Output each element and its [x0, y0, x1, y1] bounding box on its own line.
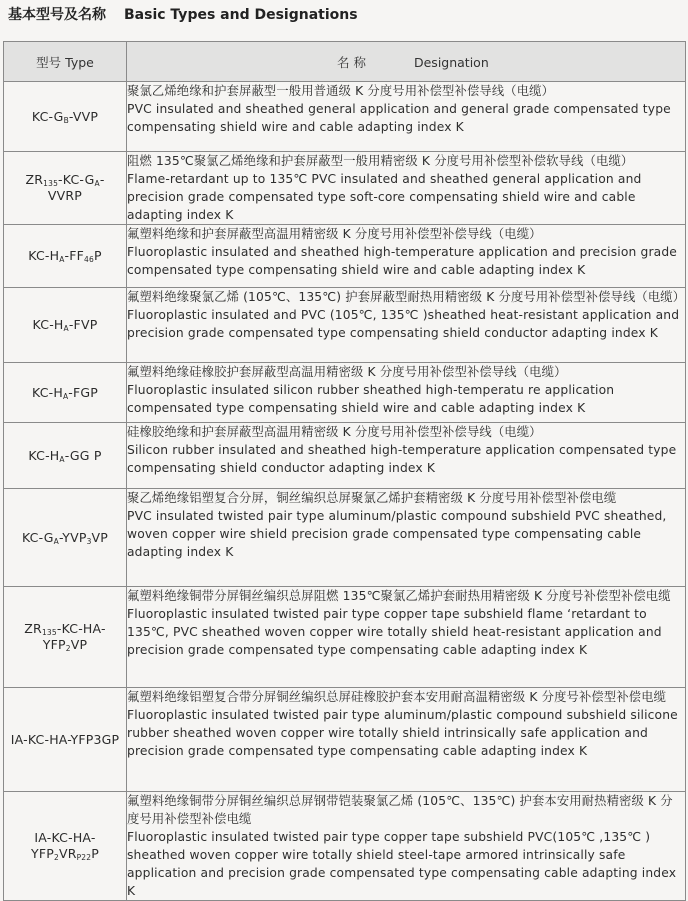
designation-english: Fluoroplastic insulated silicon rubber sheathed high-temperatu re application compensated type compensating shield wire and cable adapting index K: [127, 383, 615, 415]
column-header-type: 型号 Type: [4, 42, 127, 82]
designation-chinese: 氟塑料绝缘和护套屏蔽型高温用精密级 K 分度号用补偿型补偿导线（电缆）: [127, 227, 542, 241]
table-row: [4, 489, 686, 587]
designation-chinese: 阻燃 135℃聚氯乙烯绝缘和护套屏蔽型一般用精密级 K 分度号用补偿型补偿软导线（电缆）: [127, 154, 634, 168]
designation-chinese: 氟塑料绝缘聚氯乙烯 (105℃、135℃) 护套屏蔽型耐热用精密级 K 分度号用补偿型补偿导线（电缆）: [127, 290, 686, 304]
designation-chinese: 氟塑料绝缘铝塑复合带分屏铜丝编织总屏硅橡胶护套本安用耐高温精密级 K 分度号补偿型补偿电缆: [127, 690, 667, 704]
model-subscript: 135: [43, 179, 59, 188]
column-header-designation: [127, 42, 686, 82]
model-subscript: 46: [84, 255, 94, 264]
model-subscript: B: [63, 115, 69, 125]
designation-cell: [127, 489, 686, 587]
column-header-name-cn: 名 称: [337, 54, 366, 70]
model-code: IA-KC-HA-YFP3GP: [4, 688, 127, 792]
table-row: [4, 587, 686, 688]
table-row: [4, 792, 686, 901]
designation-cell: [127, 363, 686, 423]
designation-english: PVC insulated twisted pair type aluminum/plastic compound subshield PVC sheathed, woven copper wire shield precision grade compensated type compensating cable adapting index K: [127, 509, 667, 559]
table-row: [4, 423, 686, 489]
model-subscript: A: [94, 179, 100, 188]
table-row: [4, 225, 686, 288]
table-row: [4, 288, 686, 363]
model-subscript: A: [53, 536, 59, 546]
page-heading: [8, 4, 358, 26]
designation-chinese: 氟塑料绝缘铜带分屏铜丝编织总屏钢带铠装聚氯乙烯 (105℃、135℃) 护套本安用耐热精密级 K 分度号用补偿型补偿电缆: [127, 794, 673, 826]
designation-cell: [127, 587, 686, 688]
designation-cell: [127, 152, 686, 225]
model-code: $KC-G_B$-VVP: [4, 82, 127, 152]
model-subscript: 135: [41, 628, 57, 637]
table-header-row: [4, 42, 686, 82]
model-subscript: 3: [86, 536, 92, 546]
designation-english: Silicon rubber insulated and sheathed high-temperature application compensated type compensating shield conductor adapting index K: [127, 443, 677, 475]
heading-english: Basic Types and Designations: [124, 7, 358, 23]
designation-cell: [127, 82, 686, 152]
model-subscript: P22: [76, 853, 92, 862]
table-row: [4, 363, 686, 423]
model-code: $ZR_{135}-KC-G_A-$ VVRP: [4, 152, 127, 225]
designation-english: Flame-retardant up to 135℃ PVC insulated and sheathed general application and precision grade compensated type soft-core compensating shield wire and cable adapting index K: [127, 172, 642, 222]
designation-chinese: 硅橡胶绝缘和护套屏蔽型高温用精密级 K 分度号用补偿型补偿导线（电缆）: [127, 425, 542, 439]
model-code: $KC-H_A$-FVP: [4, 288, 127, 363]
designation-chinese: 氟塑料绝缘铜带分屏铜丝编织总屏阻燃 135℃聚氯乙烯护套耐热用精密级 K 分度号补偿型补偿电缆: [127, 589, 671, 603]
table-row: [4, 688, 686, 792]
model-subscript: 2: [65, 644, 71, 653]
model-code: $KC-H_A$-FGP: [4, 363, 127, 423]
model-subscript: A: [59, 454, 65, 464]
designation-english: Fluoroplastic insulated and PVC (105℃, 135℃ )sheathed heat-resistant application and precision grade compensated type compensating shield conductor adapting index K: [127, 308, 680, 340]
model-subscript: A: [62, 391, 69, 401]
designation-chinese: 氟塑料绝缘硅橡胶护套屏蔽型高温用精密级 K 分度号用补偿型补偿导线（电缆）: [127, 365, 567, 379]
model-code: $ZR_{135}-KC-HA-$ $YFP_2VP$: [4, 587, 127, 688]
model-code: $KC-H_A-FF_{46}P$: [4, 225, 127, 288]
types-table: [3, 41, 686, 901]
designation-cell: [127, 792, 686, 901]
designation-cell: [127, 225, 686, 288]
designation-cell: [127, 288, 686, 363]
table-row: [4, 82, 686, 152]
designation-cell: [127, 423, 686, 489]
designation-english: Fluoroplastic insulated twisted pair type copper tape subshield flame ‘retardant to 135℃, PVC sheathed woven copper wire totally shield heat-resistant application and precision grade compensated type compensating cable adapting index K: [127, 607, 662, 657]
model-subscript: 2: [53, 853, 59, 862]
heading-chinese: 基本型号及名称: [8, 7, 106, 23]
designation-cell: [127, 688, 686, 792]
designation-english: Fluoroplastic insulated and sheathed high-temperature application and precision grade compensated type compensating shield wire and cable adapting index K: [127, 245, 678, 277]
model-code: $KC-G_A-YVP_3VP$: [4, 489, 127, 587]
designation-english: Fluoroplastic insulated twisted pair type copper tape subshield PVC(105℃ ,135℃ ) sheathed woven copper wire totally shield steel-tape armored intrinsically safe application and precision grade compensated type compensating cable adapting index K: [127, 830, 677, 898]
model-code: IA-KC-HA- $YFP_2VR_{P22}P$: [4, 792, 127, 901]
designation-chinese: 聚乙烯绝缘铝塑复合分屏，铜丝编织总屏聚氯乙烯护套精密级 K 分度号用补偿型补偿电缆: [127, 491, 617, 505]
model-subscript: A: [59, 255, 65, 264]
designation-chinese: 聚氯乙烯绝缘和护套屏蔽型一般用普通级 K 分度号用补偿型补偿导线（电缆）: [127, 84, 555, 98]
column-header-name-en: Designation: [413, 54, 489, 70]
designation-english: PVC insulated and sheathed general application and general grade compensated type compensating shield wire and cable adapting index K: [127, 102, 671, 134]
model-code: $KC-H_A-GG$ P: [4, 423, 127, 489]
designation-english: Fluoroplastic insulated twisted pair type aluminum/plastic compound subshield silicone rubber sheathed woven copper wire totally shield intrinsically safe application and precision grade compensated type compensating cable adapting index K: [127, 708, 678, 758]
table-row: [4, 152, 686, 225]
model-subscript: A: [63, 324, 69, 333]
